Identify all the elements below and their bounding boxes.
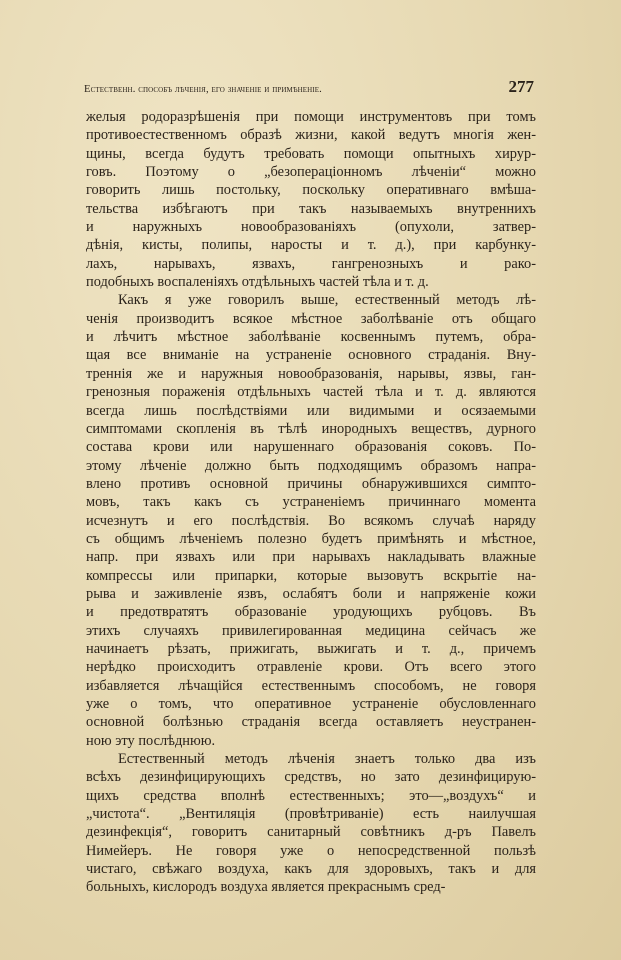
text-line: тельства избѣгаютъ при такъ называемыхъ внутреннихъ xyxy=(86,200,536,217)
paragraph xyxy=(86,291,536,750)
text-line: лахъ, нарывахъ, язвахъ, гангренозныхъ и рако- xyxy=(86,255,536,272)
text-line: чистаго, свѣжаго воздуха, какъ для здоровыхъ, такъ и для xyxy=(86,861,536,878)
text-line: ною эту послѣднюю. xyxy=(86,732,216,749)
text-line: подобныхъ воспаленіяхъ отдѣльныхъ частей тѣла и т. д. xyxy=(86,274,429,291)
text-line: мовъ, такъ какъ съ устраненіемъ причиннаго момента xyxy=(86,494,536,511)
text-line: всѣхъ дезинфицирующихъ средствъ, но зато дезинфицирую- xyxy=(86,769,536,786)
text-line: и предотвратятъ образованіе уродующихъ рубцовъ. Въ xyxy=(86,604,536,621)
body-text xyxy=(86,108,536,897)
text-line: Нимейеръ. Не говоря уже о непосредственной пользѣ xyxy=(86,842,536,859)
paragraph xyxy=(86,108,536,291)
text-line: гренозныя пораженія отдѣльныхъ частей тѣла и т. д. являются xyxy=(86,384,536,401)
text-line: влено противъ основной причины обнаружившихся симпто- xyxy=(86,475,536,492)
text-line: уже о томъ, что оперативное устраненіе обусловленнаго xyxy=(86,696,536,712)
text-line: дѣнія, кисты, полипы, наросты и т. д.), при карбунку- xyxy=(86,237,536,254)
text-line: щихъ средства вполнѣ естественныхъ; это—„воздухъ“ и xyxy=(86,787,536,804)
text-line: исчезнутъ и его послѣдствія. Во всякомъ случаѣ наряду xyxy=(86,512,536,529)
text-line: щая все вниманіе на устраненіе основного страданія. Вну- xyxy=(86,347,536,364)
text-line: симптомами скопленія въ тѣлѣ инородныхъ веществъ, дурного xyxy=(86,420,536,437)
text-line: избавляется лѣчащійся естественнымъ способомъ, не говоря xyxy=(86,677,536,694)
text-line: щины, всегда будутъ требовать помощи опытныхъ хирур- xyxy=(86,145,536,162)
text-line: и наружныхъ новообразованіяхъ (опухоли, затвер- xyxy=(86,219,536,236)
text-line: съ общимъ лѣченіемъ полезно будетъ примѣнять и мѣстное, xyxy=(86,530,536,547)
text-line: напр. при язвахъ или при нарывахъ накладывать влажные xyxy=(86,549,536,566)
text-line: ченія производитъ всякое мѣстное заболѣваніе отъ общаго xyxy=(86,310,536,327)
text-line: компрессы или припарки, которые вызовутъ вскрытіе на- xyxy=(86,567,536,584)
text-line: состава крови или нарушеннаго образованія соковъ. По- xyxy=(86,439,536,456)
text-line: „чистота“. „Вентиляція (провѣтриваніе) есть наилучшая xyxy=(86,806,536,823)
text-line: этому лѣченіе должно быть подходящимъ образомъ напра- xyxy=(86,457,536,474)
text-line: противоестественномъ образѣ жизни, какой ведутъ многія жен- xyxy=(86,127,536,144)
text-line: и лѣчитъ мѣстное заболѣваніе косвеннымъ путемъ, обра- xyxy=(86,329,536,346)
text-line: начинаетъ рѣзать, прижигать, выжигать и т. д., причемъ xyxy=(86,640,536,657)
text-line: больныхъ, кислородъ воздуха является прекраснымъ сред- xyxy=(86,879,446,896)
text-line: рыва и заживленіе язвъ, ослабятъ боли и напряженіе кожи xyxy=(86,585,536,602)
running-header xyxy=(84,77,534,97)
text-line: всегда лишь послѣдствіями или видимыми и осязаемыми xyxy=(86,402,536,419)
text-line: дезинфекція“, говоритъ санитарный совѣтникъ д-ръ Павелъ xyxy=(86,824,536,841)
text-line: говорить лишь постольку, поскольку оперативнаго вмѣша- xyxy=(86,182,536,199)
paragraph xyxy=(86,750,536,897)
running-title: Естественн. способъ лѣченія, его значеніе и примѣненіе. xyxy=(84,84,322,95)
text-line: этихъ случаяхъ привилегированная медицина сейчасъ же xyxy=(86,622,536,639)
page-number: 277 xyxy=(508,77,534,96)
text-line: желыя родоразрѣшенія при помощи инструментовъ при томъ xyxy=(86,109,536,125)
text-line: Какъ я уже говорилъ выше, естественный методъ лѣ- xyxy=(118,292,536,309)
text-line: треннія же и наружныя новообразованія, нарывы, язвы, ган- xyxy=(86,365,536,382)
text-line: Естественный методъ лѣченія знаетъ только два изъ xyxy=(118,751,536,768)
text-line: говъ. Поэтому о „безопераціонномъ лѣченіи“ можно xyxy=(86,164,536,181)
text-line: нерѣдко происходитъ отравленіе крови. Отъ всего этого xyxy=(86,659,536,676)
text-line: основной болѣзнью страданія всегда оставляетъ неустранен- xyxy=(86,714,536,731)
